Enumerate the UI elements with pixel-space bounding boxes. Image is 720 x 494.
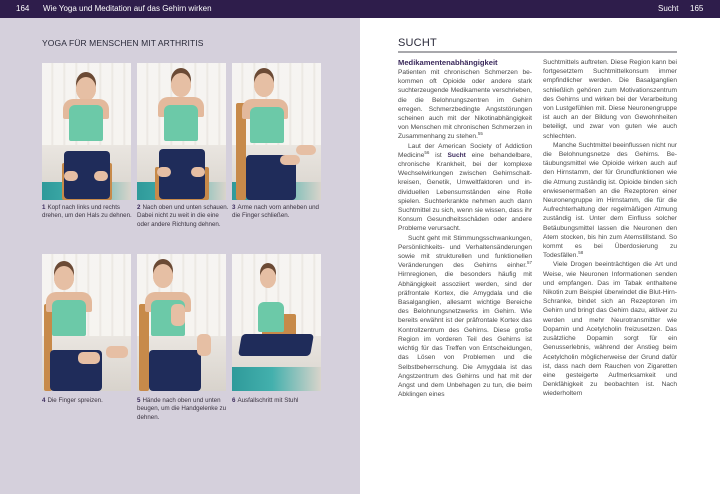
footnote-ref: 56 <box>424 149 430 155</box>
chair <box>139 304 149 391</box>
figure-caption-6: 6 Ausfallschritt mit Stuhl <box>232 397 299 404</box>
bold-term: Sucht <box>447 151 466 159</box>
section-title-yoga-arthritis: YOGA FÜR MENSCHEN MIT ARTHRITIS <box>42 38 204 48</box>
running-header-bar <box>0 0 720 18</box>
person-head <box>254 73 274 97</box>
footnote-ref: 57 <box>526 260 532 266</box>
right-page-number: 165 <box>690 4 704 13</box>
figure-caption-3: 3 Arme nach vorn anheben und die Finger schließen. <box>232 204 319 220</box>
photo-figure-5 <box>137 254 226 391</box>
footnote-ref: 55 <box>477 131 483 137</box>
figure-caption-2: 2 Nach oben und unten schauen. Dabei nicht zu weit in die eine oder andere Richtung dehnen. <box>137 204 229 228</box>
paragraph: Patienten mit chronischen Schmerzen bekommen oft Opioide oder andere stark suchterzeugende Medikamente verschrieben, die die Belohnungszentren im Gehirn erregen. Schmerzbedingte Angststörungen scheinen auch mit der Nikotinabhängigkeit von Menschen mit chronischen Schmerzen in Zusammenhang zu stehen.$^{55}$ <box>398 69 532 141</box>
paragraph: Laut der American Society of Addiction Medicine$^{56}$ ist Sucht eine behandelbare, chronische Krankheit, bei der komplexe Wechselwirkungen zwischen Gehirnschaltkreisen, Genetik, Umweltfaktoren und individuellen Lebensumständen eine Rolle spielen. Suchterkrankte nehmen auch dann Suchtmittel zu sich, wenn sie wissen, dass ihr Konsum Gesundheitsschäden oder andere Probleme verursacht. <box>398 142 532 233</box>
left-page-number: 164 <box>16 4 30 13</box>
section-title-sucht: SUCHT <box>398 37 437 49</box>
right-page <box>360 18 720 494</box>
photo-figure-6 <box>232 254 321 391</box>
footnote-ref: 58 <box>578 250 584 256</box>
left-page <box>0 18 360 494</box>
right-running-head: Sucht <box>658 4 679 13</box>
person-head <box>171 73 191 97</box>
person-head <box>153 264 173 288</box>
figure-caption-4: 4 Die Finger spreizen. <box>42 397 103 404</box>
figure-caption-1: 1 Kopf nach links und rechts drehen, um den Hals zu dehnen. <box>42 204 132 220</box>
paragraph: Sucht geht mit Stimmungsschwankungen, Persönlichkeits- und Verhaltensänderungen sowie mit strukturellen und funktionellen Veränderungen des Gehirns einher.$^{57}$ Hirnregionen, die besonders häufig mit Abhängigkeit assoziiert werden, sind der präfrontale Kortex, die Amygdala und die Basalganglien, allesamt wichtige Bereiche des Belohnungsnetzwerks im Gehirn. Wie bereits erwähnt ist der präfrontale Kortex das Kontrollzentrum des Gehirns. Diese große Region im vorderen Teil des Gehirns ist wichtig für das Treffen von Entscheidungen, das Lösen von Problemen und die Selbstbeherrschung. Die Amygdala ist das Angstzentrum des Gehirns und hat mit der Angst und dem Unbehagen zu tun, die beim Abklingen eines <box>398 234 532 399</box>
person-head <box>54 266 74 290</box>
photo-figure-3 <box>232 63 321 200</box>
photo-figure-2 <box>137 63 226 200</box>
photo-figure-4 <box>42 254 131 391</box>
title-rule-divider <box>398 51 677 53</box>
person-head <box>76 77 96 101</box>
text-column-1 <box>398 58 532 399</box>
text-column-2 <box>543 58 677 399</box>
figure-caption-5: 5 Hände nach oben und unten beugen, um die Handgelenke zu dehnen. <box>137 397 227 421</box>
left-running-head: Wie Yoga und Meditation auf das Gehirn wirken <box>43 4 212 13</box>
subheading-medikamentenabhaengigkeit: Medikamentenabhängigkeit <box>398 58 498 67</box>
paragraph: Viele Drogen beeinträchtigen die Art und Weise, wie Neuronen Informationen senden und empfangen. Das im Tabak enthaltene Nikotin zum Beispiel überwindet die Blut-Hirn-Schranke, bindet sich an Rezeptoren im Gehirn und bringt das Gehirn dazu, aktiver zu werden und mehr Neurotransmitter wie Dopamin und Acetylcholin freizusetzen. Das zusätzliche Dopamin sorgt für ein Genusserlebnis, während der Anstieg beim Acetylcholin möglicherweise der Grund dafür ist, dass nach dem Rauchen von Zigaretten eine gesteigerte Aufmerksamkeit und Denkfähigkeit zu beobachten ist. Nach wiederholtem <box>543 261 677 398</box>
photo-figure-1 <box>42 63 131 200</box>
paragraph: Suchtmittels auftreten. Diese Region kann bei fortgesetztem Suchtmittelkonsum immer empfindlicher werden. Die Basalganglien schließlich gehören zum Motivationszentrum des Gehirns und wirken bei der Verarbeitung von Lustgefühlen mit. Diese Neuronengruppe ist auch an der Bildung von Gewohnheiten beteiligt, und zwar von guten wie auch schlechten. <box>543 59 677 140</box>
person-head <box>260 268 276 288</box>
paragraph: Manche Suchtmittel beeinflussen nicht nur die Belohnungsnetze des Gehirns. Betäubungsmittel wie Opioide wirken auch auf den Hirnstamm, der für Grundfunktionen wie die Atmung zuständig ist. Opioide binden sich erwiesenermaßen an die Rezeptoren einer Neuronengruppe im Hirnstamm, die für die Aufrechterhaltung der regelmäßigen Atmung zuständig ist. Unter dem Einfluss solcher Betäubungsmittel lassen die Neuronen den Atem stocken, bis hin zum Atemstillstand. So kommt es bei Überdosierung zu Todesfällen.$^{58}$ <box>543 141 677 260</box>
